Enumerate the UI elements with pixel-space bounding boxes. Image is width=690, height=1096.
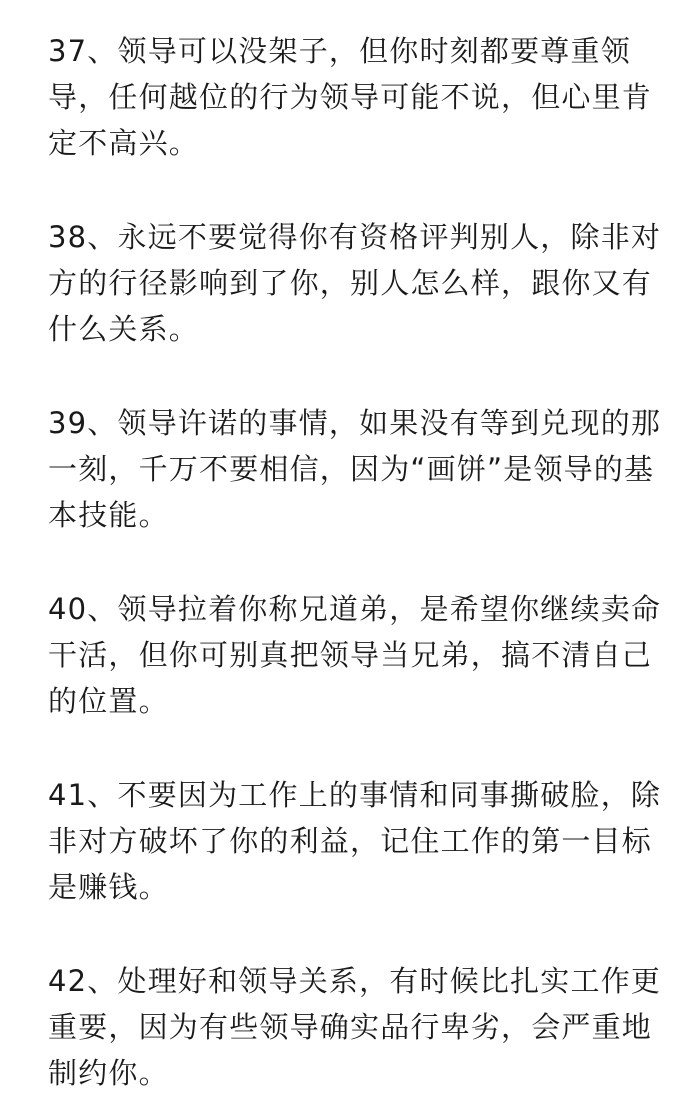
list-item-40 — [48, 586, 662, 724]
list-item-41 — [48, 772, 662, 910]
item-text-line: 42、处理好和领导关系，有时候比扎实工作更 — [48, 964, 662, 998]
item-text-line: 本技能。 — [48, 498, 169, 532]
item-text-line: 非对方破坏了你的利益，记住工作的第一目标 — [48, 824, 653, 858]
item-text-line: 38、永远不要觉得你有资格评判别人，除非对 — [48, 220, 662, 254]
item-text-line: 导，任何越位的行为领导可能不说，但心里肯 — [48, 80, 653, 114]
item-text-line: 什么关系。 — [48, 312, 200, 346]
item-text-line: 干活，但你可别真把领导当兄弟，搞不清自己 — [48, 638, 653, 672]
list-item-39 — [48, 400, 662, 538]
item-text-line: 41、不要因为工作上的事情和同事撕破脸，除 — [48, 778, 662, 812]
item-text-line: 重要，因为有些领导确实品行卑劣，会严重地 — [48, 1010, 653, 1044]
item-text-line: 的位置。 — [48, 684, 169, 718]
item-text-line: 40、领导拉着你称兄道弟，是希望你继续卖命 — [48, 592, 662, 626]
list-item-42 — [48, 958, 662, 1096]
item-text-line: 制约你。 — [48, 1056, 169, 1090]
list-item-38 — [48, 214, 662, 352]
item-text-line: 37、领导可以没架子，但你时刻都要尊重领 — [48, 34, 631, 68]
item-text-line: 一刻，千万不要相信，因为“画饼”是领导的基 — [48, 452, 655, 486]
item-text-line: 定不高兴。 — [48, 126, 200, 160]
item-text-line: 39、领导许诺的事情，如果没有等到兑现的那 — [48, 406, 662, 440]
list-item-37 — [48, 28, 653, 166]
item-text-line: 是赚钱。 — [48, 870, 169, 904]
item-text-line: 方的行径影响到了你，别人怎么样，跟你又有 — [48, 266, 653, 300]
